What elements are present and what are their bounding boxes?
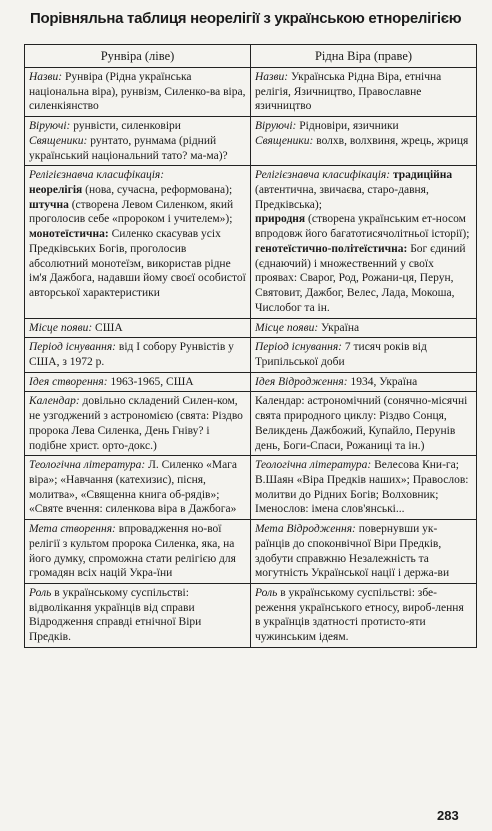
cell-text: Бог єдиний (єднаючий) і множественний у своїх проявах: Сварог, Род, Рожани-ця, Перун, Святовит, Дажбог, Велес, Лада, Мокоша, Числобог та ін. <box>255 242 466 314</box>
cell-bold-term: неорелігія <box>29 184 83 197</box>
cell-ridna-vira <box>251 166 477 318</box>
cell-label: Релігієзнавча класифікація: <box>255 169 391 182</box>
cell-label: Період існування: <box>255 341 343 354</box>
cell-paragraph <box>255 212 472 241</box>
cell-label: Священики: <box>255 134 314 147</box>
cell-text: від І собору Рунвістів у США, з 1972 р. <box>29 341 234 368</box>
cell-text: в українському суспільстві: збе-реження українського етносу, вироб-лення в українців здатності протисто-яти чужинським ідеям. <box>255 587 464 644</box>
cell-paragraph <box>29 168 246 183</box>
cell-label: Мета створення: <box>29 523 116 536</box>
cell-paragraph <box>29 134 246 163</box>
cell-text: Велесова Кни-га; В.Шаян «Віра Предків наших»; Правослов: молитви до Рідних Богів; Волховник; Іменослов: імена слов'янські... <box>255 459 469 516</box>
cell-ridna-vira <box>251 584 477 648</box>
cell-ridna-vira <box>251 520 477 584</box>
cell-label: Назви: <box>255 71 289 83</box>
cell-label: Віруючі: <box>29 120 71 133</box>
cell-text: довільно складений Силен-ком, не узгоджений з астрономією (свята: Різдво пророка Лева Силенка, День Гніву? і подібне христ. орто-докс.) <box>29 395 243 452</box>
cell-label: Віруючі: <box>255 120 297 133</box>
table-row <box>25 318 477 338</box>
cell-paragraph <box>255 134 472 149</box>
cell-text: повернувши ук-раїнців до споконвічної Віри Предків, здобути справжню Незалежність та могутність Української нації і держа-ви <box>255 523 450 580</box>
cell-text: (автентична, звичаєва, старо-давня, Предківська); <box>255 184 429 211</box>
cell-runvira <box>25 117 251 166</box>
cell-label: Роль <box>255 587 278 599</box>
cell-text: Календар: астрономічний (сонячно-місячні свята природного циклу: Різдво Сонця, Великдень Дажбожий, Купайло, Перунів день, Боги-Спаси, Рожаниці та ін.) <box>255 395 468 452</box>
cell-text: США <box>92 321 123 334</box>
table-row <box>25 584 477 648</box>
cell-paragraph <box>255 321 472 336</box>
cell-paragraph <box>29 340 246 369</box>
cell-ridna-vira <box>251 456 477 520</box>
page-number: 283 <box>437 808 459 823</box>
cell-text: впровадження но-вої релігії з культом пророка Силенка, яка, на його думку, спроможна стати релігією для громадян всіх націй Укра-їни <box>29 523 236 580</box>
table-row <box>25 68 477 117</box>
cell-paragraph <box>29 321 246 336</box>
cell-text: Рунвіра (Рідна українська національна віра), рунвізм, Силенко-ва віра, силенкіянство <box>29 71 246 113</box>
cell-ridna-vira <box>251 318 477 338</box>
table-row <box>25 117 477 166</box>
cell-label: Теологічна література: <box>29 459 146 472</box>
cell-paragraph <box>255 586 472 645</box>
cell-paragraph <box>29 458 246 517</box>
table-row <box>25 392 477 456</box>
cell-label: Роль <box>29 587 52 599</box>
table-row <box>25 456 477 520</box>
cell-label: Період існування: <box>29 341 117 354</box>
cell-bold-term: природня <box>255 213 306 226</box>
table-row <box>25 338 477 372</box>
cell-label: Священики: <box>29 134 88 147</box>
cell-label: Релігієзнавча класифікація: <box>29 169 165 182</box>
cell-paragraph <box>255 119 472 134</box>
cell-runvira <box>25 456 251 520</box>
comparison-table <box>24 44 477 648</box>
cell-runvira <box>25 318 251 338</box>
cell-text: Україна <box>318 321 360 334</box>
cell-paragraph <box>29 375 246 390</box>
cell-paragraph <box>255 340 472 369</box>
cell-label: Мета Відродження: <box>255 523 356 536</box>
cell-text: (нова, сучасна, реформована); <box>82 184 233 197</box>
cell-runvira <box>25 372 251 392</box>
cell-paragraph <box>29 119 246 134</box>
cell-paragraph <box>29 394 246 453</box>
cell-paragraph <box>29 198 246 227</box>
cell-paragraph <box>255 168 472 212</box>
cell-ridna-vira <box>251 117 477 166</box>
cell-paragraph <box>255 394 472 453</box>
cell-paragraph <box>255 458 472 517</box>
cell-paragraph <box>255 242 472 316</box>
cell-text: 1934, Україна <box>347 375 418 388</box>
cell-text: Л. Силенко «Мага віра»; «Навчання (катехизис), пісня, молитва», «Священна книга об-рядів»; «Святе вчення: силенкова віра в Дажбога» <box>29 459 237 516</box>
cell-ridna-vira <box>251 392 477 456</box>
cell-paragraph <box>29 227 246 301</box>
cell-ridna-vira <box>251 372 477 392</box>
cell-bold-term: монотеїстична: <box>29 228 109 241</box>
cell-bold-term: традиційна <box>390 169 453 182</box>
cell-text: рунтато, рунмама (рідний український національний тато? ма-ма)? <box>29 134 228 162</box>
cell-runvira <box>25 584 251 648</box>
cell-text: (створена українським ет-носом впродовж його багатотисячолітньої історії); <box>255 213 470 241</box>
cell-text: 1963-1965, США <box>107 375 194 388</box>
cell-text: Українська Рідна Віра, етнічна релігія, Язичництво, Православне язичництво <box>255 71 442 113</box>
column-header-right: Рідна Віра (праве) <box>251 45 477 68</box>
cell-runvira <box>25 68 251 117</box>
cell-label: Теологічна література: <box>255 459 372 472</box>
table-row <box>25 372 477 392</box>
cell-paragraph <box>255 70 472 114</box>
cell-label: Місце появи: <box>255 321 319 334</box>
page-title: Порівняльна таблиця неорелігії з українською етнорелігією <box>30 10 462 27</box>
cell-label: Місце появи: <box>29 321 93 334</box>
cell-ridna-vira <box>251 68 477 117</box>
cell-text: Рідновіри, язичники <box>296 120 399 133</box>
cell-paragraph <box>29 70 246 114</box>
cell-paragraph <box>29 183 246 198</box>
cell-runvira <box>25 166 251 318</box>
cell-label: Ідея створення: <box>29 375 108 388</box>
cell-paragraph <box>255 522 472 581</box>
table-header-row <box>25 45 477 68</box>
cell-paragraph <box>255 375 472 390</box>
cell-runvira <box>25 392 251 456</box>
table-row <box>25 520 477 584</box>
cell-text: в українському суспільстві: відволікання українців від справи Відродження справді етнічної Віри Предків. <box>29 587 202 644</box>
cell-label: Ідея Відродження: <box>255 375 348 388</box>
cell-label: Назви: <box>29 71 63 83</box>
cell-runvira <box>25 338 251 372</box>
cell-paragraph <box>29 522 246 581</box>
cell-text: 7 тисяч років від Трипільської доби <box>255 341 427 368</box>
cell-bold-term: генотеїстично-політеїстична: <box>255 242 408 255</box>
cell-text: волхв, волхвиня, жрець, жриця <box>313 134 469 147</box>
cell-text: Силенко скасував усіх Предківських Богів, проголосив абсолютний монотеїзм, використав рідне ім'я Дажбога, надавши йому своєї особистої авторської характеристики <box>29 228 246 300</box>
cell-paragraph <box>29 586 246 645</box>
cell-bold-term: штучна <box>29 198 69 211</box>
table-row <box>25 166 477 318</box>
cell-text: (створена Левом Силенком, який проголосив себе «пророком і учителем»); <box>29 198 234 226</box>
cell-text: рунвісти, силенковіри <box>70 120 181 133</box>
column-header-left: Рунвіра (ліве) <box>25 45 251 68</box>
cell-ridna-vira <box>251 338 477 372</box>
cell-runvira <box>25 520 251 584</box>
cell-label: Календар: <box>29 395 80 408</box>
